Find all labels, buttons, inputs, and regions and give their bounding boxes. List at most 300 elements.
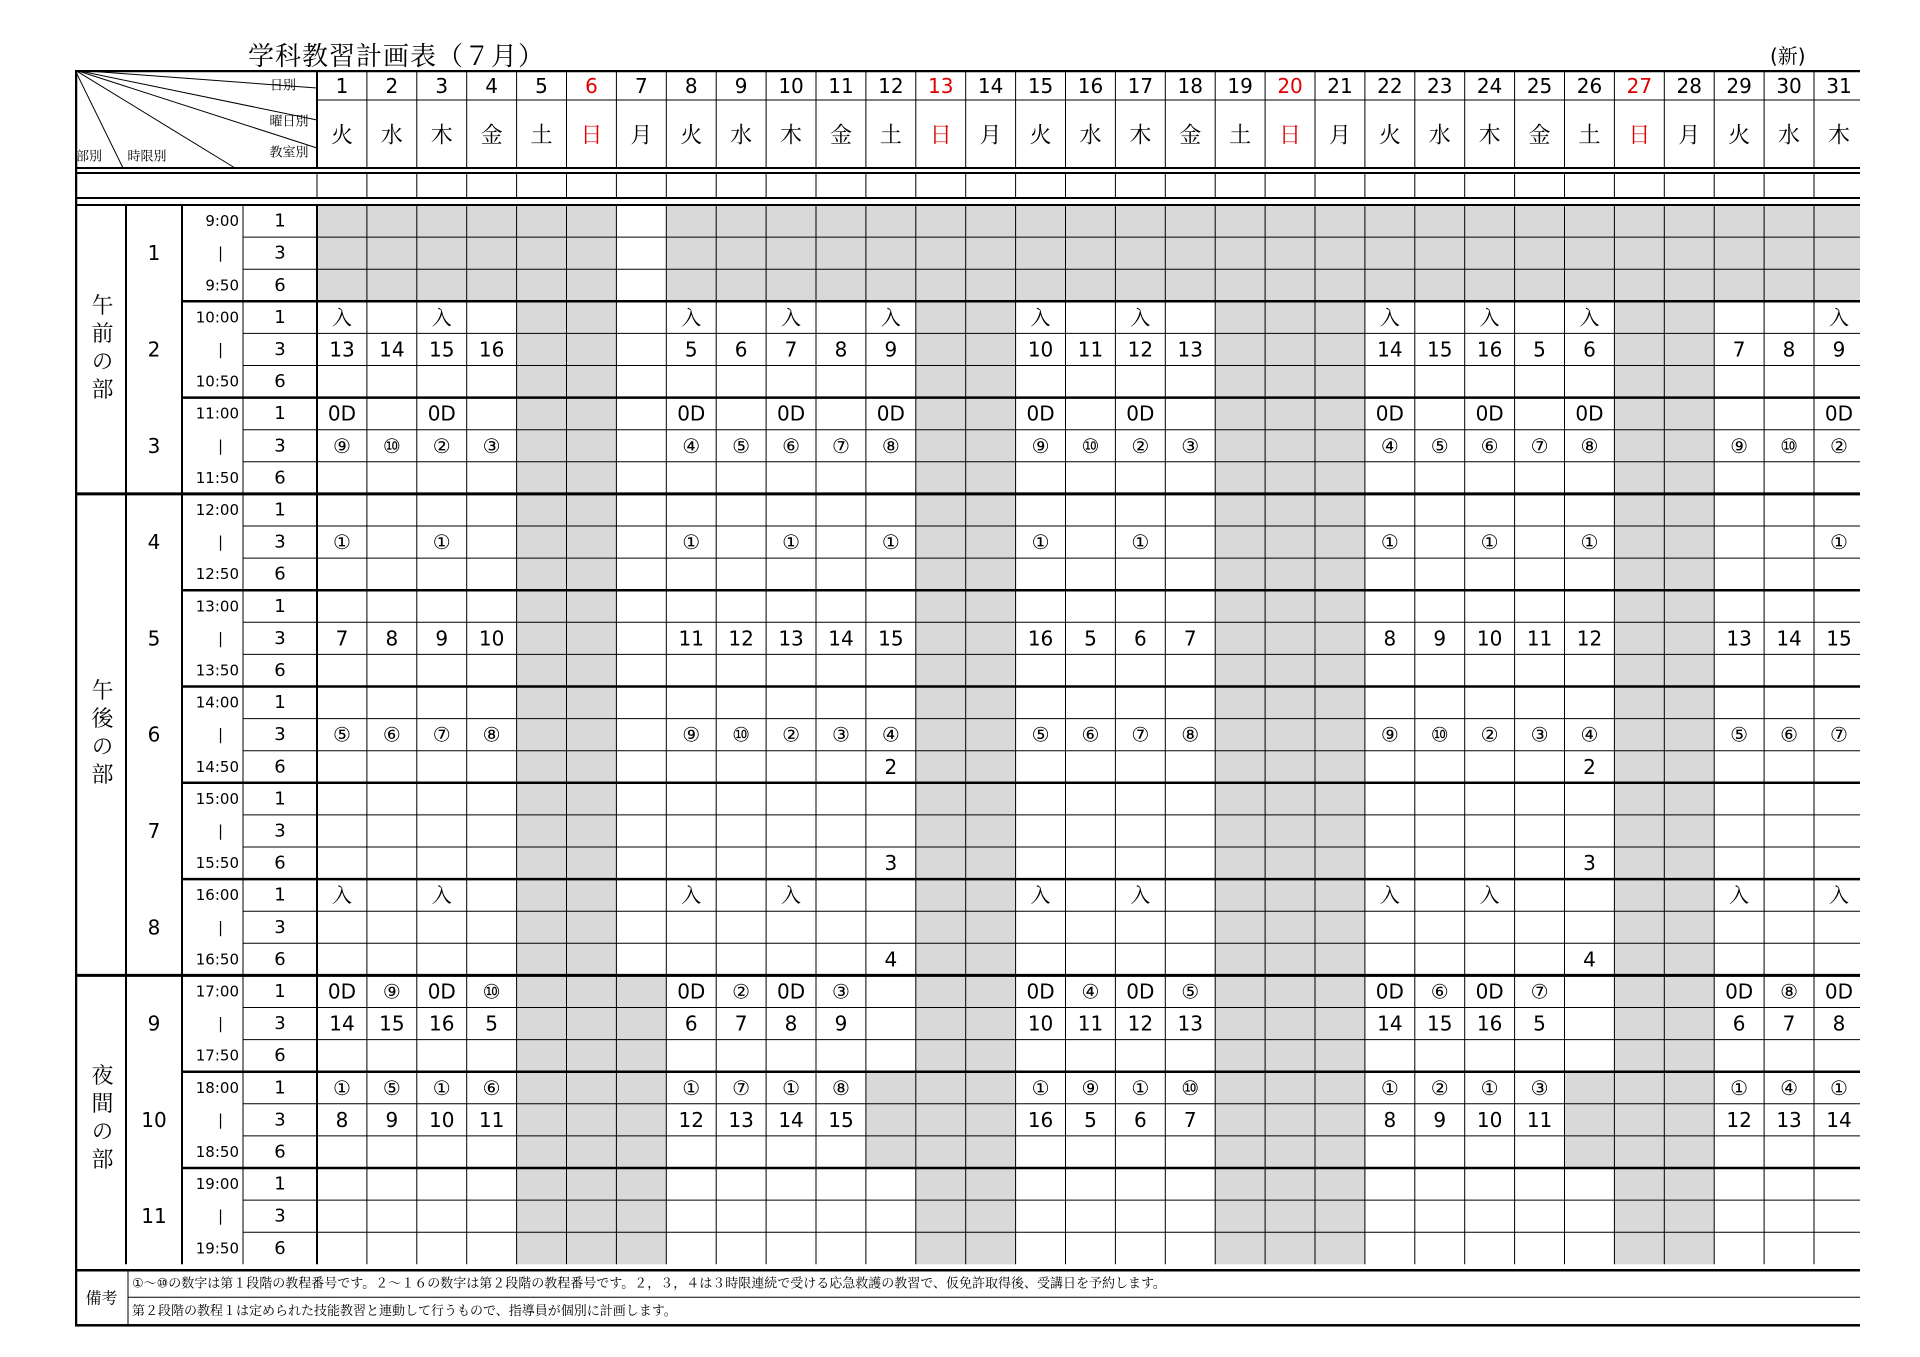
schedule-cell: 4 <box>884 947 898 972</box>
schedule-cell: ⑥ <box>1480 433 1499 458</box>
room-number: 3 <box>274 1109 286 1131</box>
schedule-cell: 5 <box>485 1011 499 1036</box>
weekday-label: 月 <box>1678 123 1701 149</box>
date-label: 12 <box>878 74 904 98</box>
schedule-cell: ⑨ <box>1081 1075 1100 1100</box>
schedule-cell: 14 <box>1826 1107 1852 1132</box>
schedule-cell: ⑦ <box>432 722 451 747</box>
room-number: 3 <box>274 820 286 842</box>
schedule-cell: 0D <box>1375 979 1404 1004</box>
room-number: 1 <box>274 788 286 810</box>
date-label: 25 <box>1526 74 1553 98</box>
section-label: 午前の部 <box>88 293 113 406</box>
period-end-time: 14:50 <box>195 757 239 776</box>
schedule-cell: 10 <box>1476 626 1503 651</box>
schedule-cell: 6 <box>1133 626 1147 651</box>
schedule-cell: ② <box>1829 433 1848 458</box>
schedule-cell: 12 <box>678 1107 704 1132</box>
room-number: 6 <box>274 1045 286 1067</box>
schedule-cell: 入 <box>1479 883 1500 908</box>
schedule-cell: 7 <box>784 337 798 362</box>
room-number: 1 <box>274 884 286 906</box>
schedule-cell: 14 <box>379 337 405 362</box>
shaded-day-column <box>1315 205 1365 1264</box>
schedule-cell: 入 <box>431 305 452 330</box>
weekday-label: 火 <box>1378 123 1401 149</box>
header-label-weekdays: 曜日別 <box>269 114 309 130</box>
schedule-cell: ⑧ <box>881 433 900 458</box>
schedule-cell: ① <box>1131 1075 1150 1100</box>
schedule-cell: ① <box>432 1075 451 1100</box>
schedule-cell: 0D <box>1575 401 1604 426</box>
header-label-period: 時限別 <box>127 149 167 165</box>
period-start-time: 13:00 <box>195 597 239 616</box>
shaded-cell <box>1764 205 1814 301</box>
room-number: 1 <box>274 980 286 1002</box>
period-end-time: 11:50 <box>195 468 239 487</box>
period-number: 3 <box>147 433 161 458</box>
period-number: 1 <box>147 241 161 266</box>
schedule-cell: 9 <box>385 1107 399 1132</box>
date-label: 16 <box>1077 74 1104 98</box>
schedule-cell: ⑧ <box>1181 722 1200 747</box>
schedule-cell: 16 <box>1476 337 1503 362</box>
period-time-separator: | <box>217 1014 224 1033</box>
period-end-time: 16:50 <box>195 950 239 969</box>
schedule-cell: ② <box>1430 1075 1449 1100</box>
date-label: 24 <box>1476 74 1503 98</box>
header-label-rooms: 教室別 <box>269 145 309 161</box>
schedule-cell: 0D <box>677 979 706 1004</box>
weekday-label: 日 <box>580 123 603 149</box>
period-time-separator: | <box>217 244 224 263</box>
room-number: 3 <box>274 627 286 649</box>
date-label: 14 <box>977 74 1004 98</box>
header-diagonal <box>75 70 317 120</box>
schedule-table <box>75 70 1860 1337</box>
schedule-cell: 6 <box>1583 337 1596 362</box>
schedule-cell: ① <box>1480 530 1499 555</box>
weekday-label: 火 <box>680 123 703 149</box>
period-end-time: 10:50 <box>195 372 239 391</box>
schedule-cell: ① <box>1480 1075 1499 1100</box>
schedule-cell: 7 <box>335 626 349 651</box>
date-label: 20 <box>1277 74 1303 98</box>
schedule-cell: ⑦ <box>1131 722 1150 747</box>
schedule-cell: ⑩ <box>732 722 751 747</box>
shaded-day-column <box>916 205 966 1264</box>
period-start-time: 14:00 <box>195 693 239 712</box>
schedule-cell: 13 <box>728 1107 754 1132</box>
schedule-cell: ⑩ <box>382 433 401 458</box>
schedule-cell: ⑩ <box>1181 1075 1200 1100</box>
shaded-cell <box>1365 205 1415 301</box>
schedule-cell: ① <box>1829 1075 1848 1100</box>
schedule-cell: ③ <box>1530 1075 1549 1100</box>
schedule-cell: 11 <box>1077 337 1104 362</box>
schedule-cell: 入 <box>1579 305 1600 330</box>
date-label: 23 <box>1427 74 1453 98</box>
schedule-cell: 3 <box>1583 851 1596 876</box>
shaded-cell <box>616 975 666 1071</box>
schedule-cell: ⑥ <box>482 1075 501 1100</box>
room-number: 3 <box>274 435 286 457</box>
header-label-division: 部別 <box>75 149 103 165</box>
schedule-cell: ⑩ <box>1430 722 1449 747</box>
schedule-cell: 7 <box>1732 337 1746 362</box>
schedule-cell: 10 <box>1027 1011 1054 1036</box>
schedule-cell: 4 <box>1583 947 1596 972</box>
schedule-cell: 0D <box>427 979 456 1004</box>
schedule-cell: ⑤ <box>1031 722 1050 747</box>
schedule-cell: ① <box>1380 530 1399 555</box>
schedule-cell: ① <box>1131 530 1150 555</box>
schedule-cell: 2 <box>1583 754 1596 779</box>
date-label: 15 <box>1027 74 1054 98</box>
room-number: 6 <box>274 948 286 970</box>
shaded-day-column <box>1664 205 1714 1264</box>
schedule-cell: 0D <box>1126 401 1155 426</box>
period-number: 9 <box>147 1011 161 1036</box>
room-number: 6 <box>274 1141 286 1163</box>
schedule-cell: ⑤ <box>332 722 351 747</box>
weekday-label: 木 <box>780 123 803 149</box>
room-number: 6 <box>274 852 286 874</box>
shaded-cell <box>467 205 517 301</box>
schedule-cell: 7 <box>734 1011 748 1036</box>
period-end-time: 12:50 <box>195 565 239 584</box>
shaded-day-column <box>567 205 617 1264</box>
schedule-cell: ① <box>881 530 900 555</box>
shaded-cell <box>816 205 866 301</box>
schedule-cell: ⑨ <box>682 722 701 747</box>
schedule-cell: 16 <box>478 337 505 362</box>
period-end-time: 9:50 <box>205 276 239 295</box>
room-number: 3 <box>274 1013 286 1035</box>
schedule-cell: 8 <box>1832 1011 1846 1036</box>
schedule-cell: 5 <box>1084 1107 1097 1132</box>
schedule-cell: 0D <box>1725 979 1754 1004</box>
schedule-cell: 入 <box>681 883 702 908</box>
period-start-time: 15:00 <box>195 789 239 808</box>
schedule-cell: ⑧ <box>1580 433 1599 458</box>
schedule-cell: 14 <box>1377 1011 1403 1036</box>
schedule-cell: ① <box>1580 530 1599 555</box>
schedule-cell: ① <box>1380 1075 1399 1100</box>
weekday-label: 金 <box>1528 123 1551 149</box>
schedule-cell: ⑤ <box>1430 433 1449 458</box>
period-end-time: 17:50 <box>195 1046 239 1065</box>
schedule-cell: 12 <box>1127 337 1154 362</box>
schedule-cell: 0D <box>776 401 806 426</box>
shaded-cell <box>666 205 716 301</box>
schedule-cell: 8 <box>1782 337 1796 362</box>
schedule-cell: ① <box>332 1075 351 1100</box>
schedule-cell: 入 <box>1379 883 1400 908</box>
schedule-cell: 12 <box>728 626 754 651</box>
schedule-cell: 13 <box>778 626 804 651</box>
schedule-cell: 15 <box>828 1107 854 1132</box>
schedule-cell: ⑨ <box>332 433 351 458</box>
schedule-cell: ① <box>1031 530 1050 555</box>
room-number: 1 <box>274 210 286 232</box>
schedule-cell: ③ <box>831 979 850 1004</box>
period-labels <box>88 211 286 1259</box>
date-label: 5 <box>535 74 548 98</box>
period-start-time: 19:00 <box>195 1175 239 1194</box>
schedule-cell: 7 <box>1782 1011 1796 1036</box>
schedule-cell: 8 <box>1383 626 1397 651</box>
schedule-cell: 5 <box>1084 626 1097 651</box>
shaded-cell <box>317 205 367 301</box>
schedule-cell: 15 <box>429 337 455 362</box>
schedule-cell: ③ <box>1181 433 1200 458</box>
schedule-cell: 0D <box>427 401 456 426</box>
room-number: 6 <box>274 1237 286 1259</box>
schedule-cell: 入 <box>1030 883 1051 908</box>
date-label: 28 <box>1676 74 1702 98</box>
period-number: 8 <box>147 915 161 940</box>
schedule-cell: ① <box>782 530 801 555</box>
schedule-cell: ⑤ <box>1181 979 1200 1004</box>
schedule-cell: 0D <box>1475 979 1504 1004</box>
schedule-cell: 12 <box>1576 626 1603 651</box>
period-number: 6 <box>147 722 161 747</box>
schedule-cell: 8 <box>385 626 399 651</box>
schedule-cell: 11 <box>1526 1107 1553 1132</box>
schedule-cell: 13 <box>1177 1011 1203 1036</box>
date-label: 13 <box>928 74 954 98</box>
period-start-time: 11:00 <box>195 404 239 423</box>
remarks-line: 第２段階の教程１は定められた技能教習と連動して行うもので、指導員が個別に計画します。 <box>132 1303 677 1319</box>
weekday-label: 月 <box>979 123 1002 149</box>
date-label: 22 <box>1377 74 1403 98</box>
period-end-time: 15:50 <box>195 854 239 873</box>
schedule-cell: ⑤ <box>382 1075 401 1100</box>
period-start-time: 16:00 <box>195 886 239 905</box>
period-time-separator: | <box>217 918 224 937</box>
weekday-label: 水 <box>380 123 403 149</box>
page-title: 学科教習計画表（７月） <box>248 42 546 72</box>
schedule-cell: 0D <box>1126 979 1155 1004</box>
schedule-cell: ③ <box>482 433 501 458</box>
schedule-cell: 11 <box>1526 626 1553 651</box>
schedule-cell: ④ <box>1081 979 1100 1004</box>
schedule-cell: 9 <box>435 626 449 651</box>
schedule-cell: ⑥ <box>1081 722 1100 747</box>
edition-mark: (新) <box>1770 44 1806 68</box>
shaded-cell <box>1016 205 1066 301</box>
period-start-time: 17:00 <box>195 982 239 1001</box>
room-number: 6 <box>274 371 286 393</box>
schedule-cell: 0D <box>1375 401 1404 426</box>
schedule-cell: 7 <box>1183 1107 1197 1132</box>
period-number: 2 <box>147 337 161 362</box>
room-number: 3 <box>274 338 286 360</box>
schedule-cell: ⑩ <box>482 979 501 1004</box>
schedule-cell: 0D <box>876 401 905 426</box>
shaded-cell <box>616 1168 666 1264</box>
schedule-cell: 15 <box>1427 337 1453 362</box>
date-label: 9 <box>734 74 748 98</box>
schedule-cell: 0D <box>327 401 357 426</box>
schedule-cell: ④ <box>881 722 900 747</box>
room-number: 6 <box>274 756 286 778</box>
weekday-label: 土 <box>879 123 902 149</box>
weekday-label: 木 <box>1827 123 1850 149</box>
room-number: 1 <box>274 595 286 617</box>
date-label: 3 <box>435 74 449 98</box>
weekday-label: 金 <box>480 123 503 149</box>
schedule-cell: 15 <box>878 626 904 651</box>
header-label-dates: 日別 <box>269 78 297 94</box>
schedule-cell: 11 <box>1077 1011 1104 1036</box>
schedule-cell: 11 <box>478 1107 505 1132</box>
schedule-cell: ⑧ <box>831 1075 850 1100</box>
schedule-cell: 15 <box>379 1011 405 1036</box>
schedule-cell: 15 <box>1826 626 1852 651</box>
schedule-cell: ① <box>1730 1075 1749 1100</box>
schedule-cell: 入 <box>1828 883 1849 908</box>
schedule-cell: 14 <box>778 1107 804 1132</box>
schedule-cell: ⑦ <box>1829 722 1848 747</box>
shaded-cell <box>367 205 417 301</box>
period-number: 10 <box>141 1107 167 1132</box>
period-time-separator: | <box>217 725 224 744</box>
schedule-cell: ⑩ <box>1780 433 1799 458</box>
schedule-cell: 8 <box>335 1107 349 1132</box>
shaded-cell <box>1714 205 1764 301</box>
shaded-cell <box>716 205 766 301</box>
shaded-cell <box>1814 205 1860 301</box>
shaded-cell <box>866 1072 916 1168</box>
shaded-cell <box>1066 205 1116 301</box>
date-label: 2 <box>385 74 399 98</box>
schedule-cell: ④ <box>1780 1075 1799 1100</box>
schedule-cell: 0D <box>1824 401 1854 426</box>
schedule-cell: 2 <box>884 754 898 779</box>
schedule-cell: 0D <box>1824 979 1854 1004</box>
schedule-cell: 9 <box>884 337 898 362</box>
schedule-cell: ⑦ <box>732 1075 751 1100</box>
period-end-time: 13:50 <box>195 661 239 680</box>
weekday-label: 水 <box>1079 123 1102 149</box>
schedule-cell: 5 <box>1533 1011 1546 1036</box>
schedule-cell: ⑦ <box>1530 433 1549 458</box>
period-start-time: 10:00 <box>195 308 239 327</box>
schedule-cell: ② <box>732 979 751 1004</box>
schedule-cell: 9 <box>1433 626 1447 651</box>
room-number: 1 <box>274 692 286 714</box>
weekday-label: 土 <box>530 123 553 149</box>
schedule-cell: 8 <box>784 1011 798 1036</box>
weekday-label: 水 <box>1778 123 1801 149</box>
schedule-cell: ① <box>782 1075 801 1100</box>
schedule-cell: 6 <box>734 337 748 362</box>
schedule-cell: 入 <box>1130 883 1151 908</box>
table-header <box>76 74 1852 165</box>
schedule-cell: 8 <box>1383 1107 1397 1132</box>
schedule-cell: 入 <box>1828 305 1849 330</box>
schedule-cell: 3 <box>884 851 898 876</box>
schedule-cell: 11 <box>678 626 704 651</box>
schedule-cell: 10 <box>429 1107 455 1132</box>
date-label: 11 <box>828 74 854 98</box>
room-number: 6 <box>274 563 286 585</box>
schedule-cell: 13 <box>1776 1107 1802 1132</box>
schedule-cell: 入 <box>781 305 802 330</box>
schedule-cell: 9 <box>834 1011 848 1036</box>
schedule-cell: 8 <box>834 337 848 362</box>
schedule-cell: ① <box>682 530 701 555</box>
period-time-separator: | <box>217 629 224 648</box>
schedule-cell: 15 <box>1427 1011 1453 1036</box>
schedule-cell: 9 <box>1832 337 1846 362</box>
schedule-cell: ⑧ <box>1780 979 1799 1004</box>
schedule-cell: 0D <box>1026 401 1055 426</box>
shaded-day-column <box>966 205 1016 1264</box>
schedule-cell: 12 <box>1127 1011 1154 1036</box>
date-label: 7 <box>634 74 648 98</box>
schedule-cell: 入 <box>1379 305 1400 330</box>
schedule-cell: ⑦ <box>831 433 850 458</box>
shaded-cell <box>1465 205 1515 301</box>
shaded-cell <box>1415 205 1465 301</box>
room-number: 6 <box>274 274 286 296</box>
date-label: 31 <box>1826 74 1852 98</box>
schedule-cell: 入 <box>431 883 452 908</box>
shaded-cell <box>1115 205 1165 301</box>
schedule-cell: 10 <box>478 626 505 651</box>
schedule-cell: 10 <box>1476 1107 1503 1132</box>
schedule-cell: 0D <box>1026 979 1055 1004</box>
room-number: 1 <box>274 1077 286 1099</box>
schedule-cell: 入 <box>1030 305 1051 330</box>
room-number: 3 <box>274 724 286 746</box>
weekday-label: 月 <box>630 123 653 149</box>
schedule-cell: ② <box>1131 433 1150 458</box>
schedule-cell: 14 <box>828 626 854 651</box>
schedule-cell: 13 <box>329 337 355 362</box>
date-label: 17 <box>1127 74 1154 98</box>
period-start-time: 12:00 <box>195 500 239 519</box>
schedule-cell: 0D <box>327 979 357 1004</box>
schedule-cell: ⑨ <box>1380 722 1399 747</box>
shaded-cell <box>866 205 916 301</box>
period-time-separator: | <box>217 533 224 552</box>
date-label: 6 <box>585 74 598 98</box>
weekday-label: 水 <box>1428 123 1451 149</box>
schedule-cell: ⑨ <box>382 979 401 1004</box>
schedule-cell: ⑤ <box>732 433 751 458</box>
weekday-label: 火 <box>330 123 353 149</box>
schedule-cell: 13 <box>1177 337 1203 362</box>
date-label: 10 <box>778 74 804 98</box>
room-number: 1 <box>274 499 286 521</box>
schedule-cell: ④ <box>1580 722 1599 747</box>
schedule-cell: ⑥ <box>782 433 801 458</box>
schedule-cell: ① <box>432 530 451 555</box>
schedule-cell: ⑧ <box>482 722 501 747</box>
period-number: 5 <box>147 626 161 651</box>
schedule-cell: 13 <box>1726 626 1752 651</box>
room-number: 6 <box>274 659 286 681</box>
schedule-cell: ① <box>332 530 351 555</box>
shaded-cell <box>766 205 816 301</box>
schedule-cell: 5 <box>1533 337 1546 362</box>
date-label: 1 <box>335 74 349 98</box>
schedule-cell: ④ <box>682 433 701 458</box>
